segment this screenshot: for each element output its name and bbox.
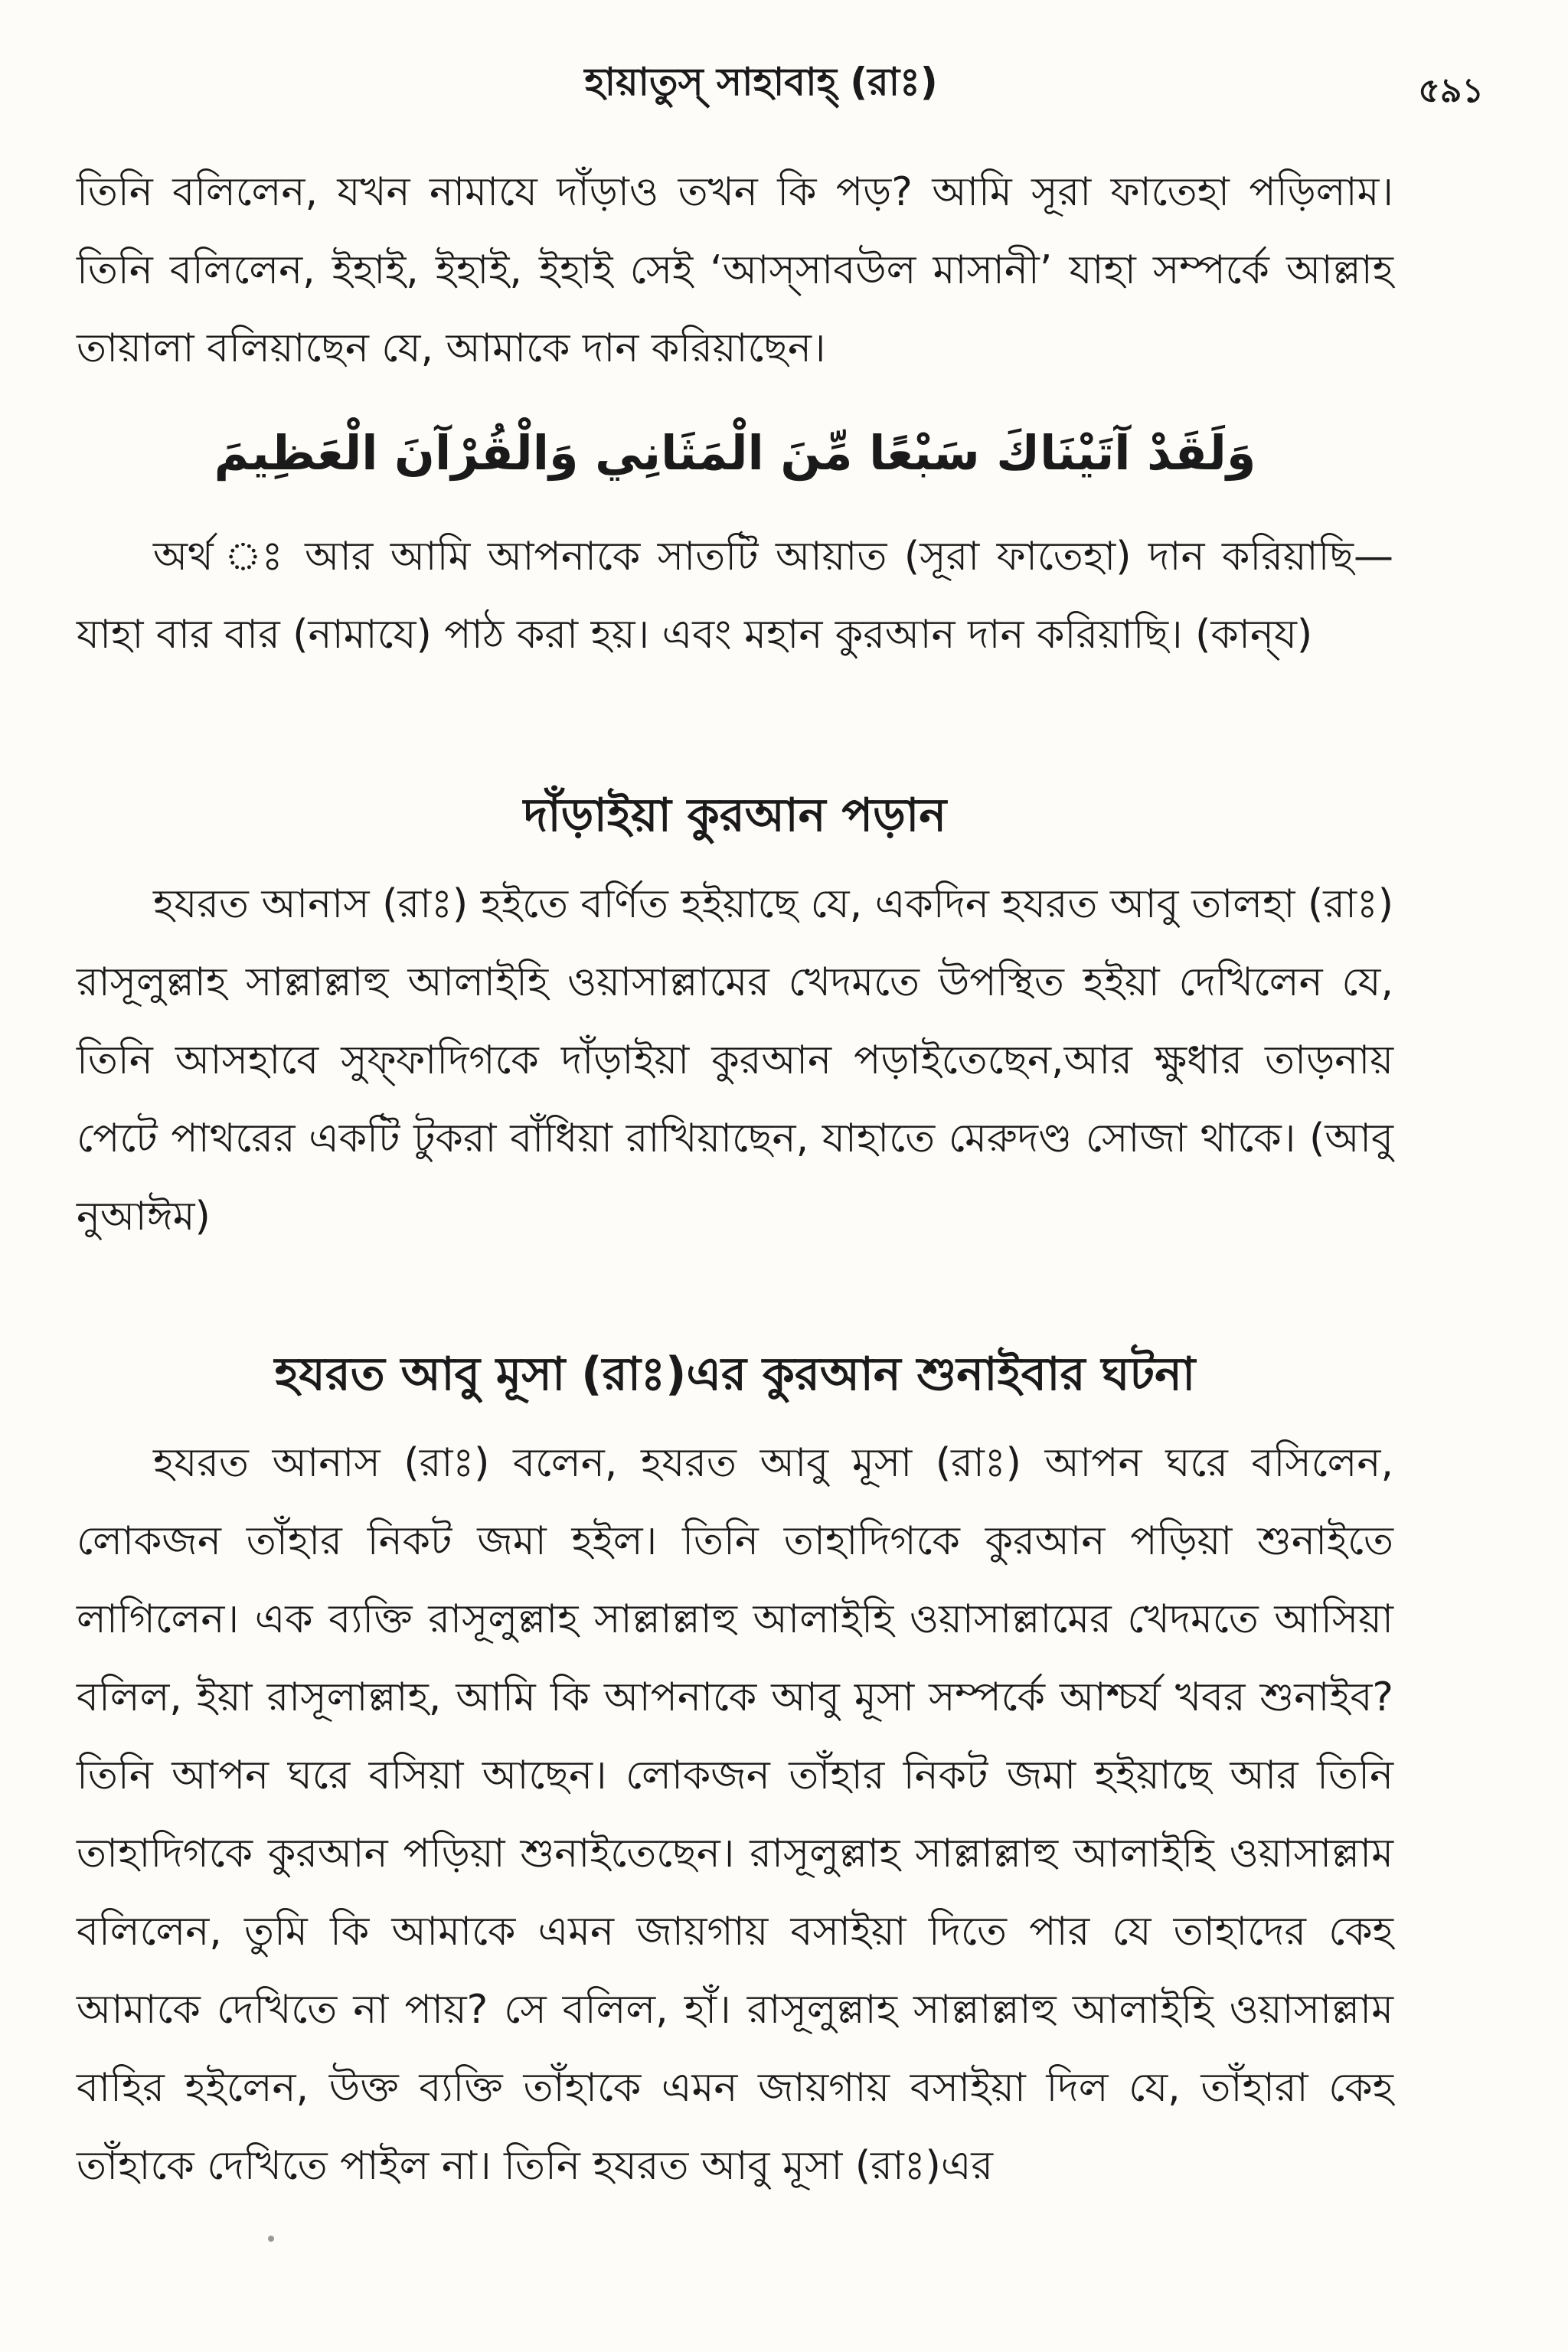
section-heading-1: দাঁড়াইয়া কুরআন পড়ান (523, 789, 947, 842)
page-number: ৫৯১ (1418, 71, 1484, 110)
page-body (77, 153, 1393, 2205)
section-heading-2: হযরত আবু মূসা (রাঃ)এর কুরআন শুনাইবার ঘটনা (274, 1348, 1196, 1401)
arabic-verse: وَلَقَدْ آتَيْنَاكَ سَبْعًا مِّنَ الْمَثَانِي وَالْقُرْآنَ الْعَظِيمَ (214, 425, 1256, 481)
running-header-title: হায়াতুস্ সাহাবাহ্ (রাঃ) (584, 60, 938, 104)
paragraph-3: হযরত আনাস (রাঃ) হইতে বর্ণিত হইয়াছে যে, একদিন হযরত আবু তালহা (রাঃ) রাসূলুল্লাহ সাল্লাল্লাহু আলাইহি ওয়াসাল্লামের খেদমতে উপস্থিত হইয়া দেখিলেন যে, তিনি আসহাবে সুফ্‌ফাদিগকে দাঁড়াইয়া কুরআন পড়াইতেছেন,আর ক্ষুধার তাড়নায় পেটে পাথরের একটি টুকরা বাঁধিয়া রাখিয়াছেন, যাহাতে মেরুদণ্ড সোজা থাকে। (আবু নুআঈম) (77, 881, 1393, 1240)
print-speck (268, 2236, 274, 2242)
paragraph-1: তিনি বলিলেন, যখন নামাযে দাঁড়াও তখন কি পড়? আমি সূরা ফাতেহা পড়িলাম। তিনি বলিলেন, ইহাই, ইহাই, ইহাই সেই ‘আস্‌সাবউল মাসানী’ যাহা সম্পর্কে আল্লাহ তায়ালা বলিয়াছেন যে, আমাকে দান করিয়াছেন। (77, 169, 1393, 371)
paragraph-4: হযরত আনাস (রাঃ) বলেন, হযরত আবু মূসা (রাঃ) আপন ঘরে বসিলেন, লোকজন তাঁহার নিকট জমা হইল। তিনি তাহাদিগকে কুরআন পড়িয়া শুনাইতে লাগিলেন। এক ব্যক্তি রাসূলুল্লাহ সাল্লাল্লাহু আলাইহি ওয়াসাল্লামের খেদমতে আসিয়া বলিল, ইয়া রাসূলাল্লাহ, আমি কি আপনাকে আবু মূসা সম্পর্কে আশ্চর্য খবর শুনাইব? তিনি আপন ঘরে বসিয়া আছেন। লোকজন তাঁহার নিকট জমা হইয়াছে আর তিনি তাহাদিগকে কুরআন পড়িয়া শুনাইতেছেন। রাসূলুল্লাহ সাল্লাল্লাহু আলাইহি ওয়াসাল্লাম বলিলেন, তুমি কি আমাকে এমন জায়গায় বসাইয়া দিতে পার যে তাহাদের কেহ আমাকে দেখিতে না পায়? সে বলিল, হাঁ। রাসূলুল্লাহ সাল্লাল্লাহু আলাইহি ওয়াসাল্লাম বাহির হইলেন, উক্ত ব্যক্তি তাঁহাকে এমন জায়গায় বসাইয়া দিল যে, তাঁহারা কেহ তাঁহাকে দেখিতে পাইল না। তিনি হযরত আবু মূসা (রাঃ)এর (77, 1440, 1393, 2189)
paragraph-translation: অর্থ ঃ আর আমি আপনাকে সাতটি আয়াত (সূরা ফাতেহা) দান করিয়াছি—যাহা বার বার (নামাযে) পাঠ করা হয়। এবং মহান কুরআন দান করিয়াছি। (কান্‌য) (77, 534, 1393, 658)
